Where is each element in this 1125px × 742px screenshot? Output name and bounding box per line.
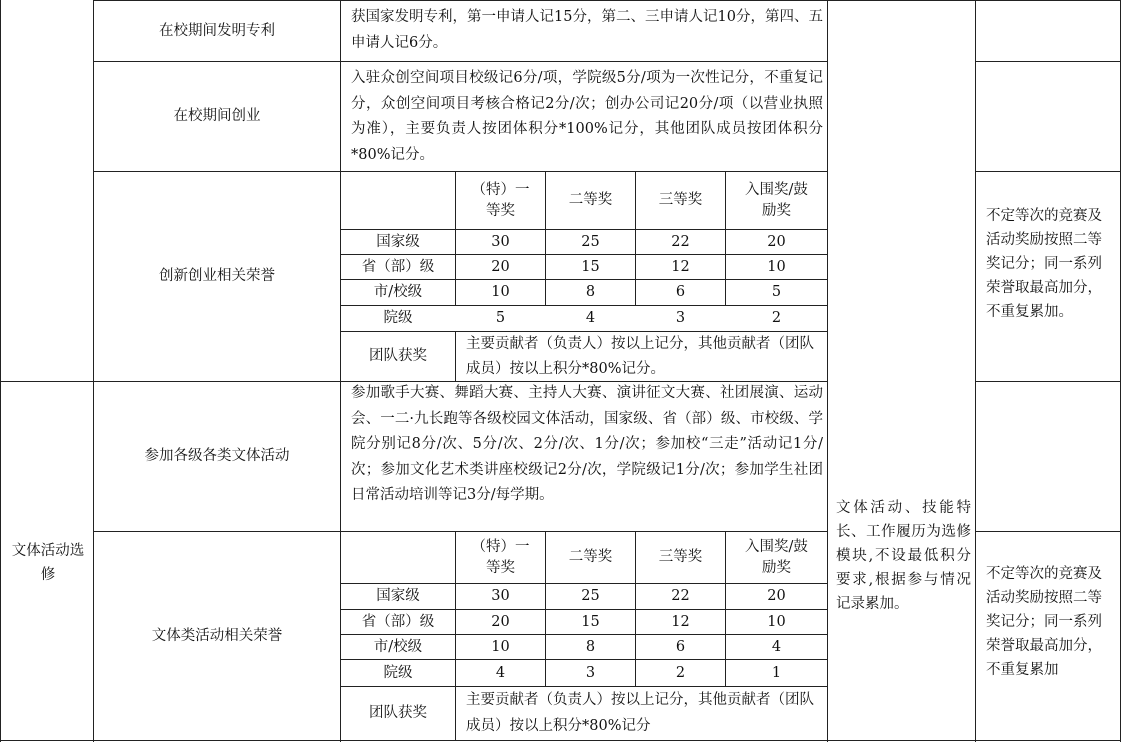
award-header: 二等奖 bbox=[568, 192, 613, 208]
award-header: （特）一等奖 bbox=[471, 538, 530, 576]
team-award-rule: 主要贡献者（负责人）按以上记分，其他贡献者（团队成员）按以上积分*80%记分。 bbox=[466, 336, 814, 377]
score-cell: 15 bbox=[581, 258, 600, 275]
score-cell: 30 bbox=[491, 233, 510, 250]
team-award-label: 团队获奖 bbox=[369, 348, 427, 364]
category-culture bbox=[6, 533, 90, 593]
level-name: 市/校级 bbox=[373, 638, 423, 655]
score-cell: 6 bbox=[675, 284, 686, 300]
award-header: （特）一等奖 bbox=[471, 181, 530, 219]
item-rule-culture-activity: 参加歌手大赛、舞蹈大赛、主持人大赛、演讲征文大赛、社团展演、运动会、一二·九长跑等各级校园文体活动，国家级、省（部）级、市校级、学院分别记8分/次、5分/次、2分/次、1分/次；参加校“三走”活动记1分/次；参加文化艺术类讲座校级记2分/次，学院级记1分/次；参加学生社团日常活动培训等记3分/每学期。 bbox=[351, 385, 823, 503]
score-cell: 20 bbox=[767, 233, 786, 250]
award-header: 入围奖/鼓励奖 bbox=[745, 538, 808, 576]
level-name: 院级 bbox=[383, 310, 413, 326]
score-cell: 2 bbox=[771, 310, 782, 326]
score-cell: 4 bbox=[771, 638, 782, 655]
score-cell: 10 bbox=[767, 258, 786, 275]
item-label-patent: 在校期间发明专利 bbox=[159, 22, 275, 39]
score-cell: 20 bbox=[767, 588, 786, 604]
score-cell: 25 bbox=[581, 588, 600, 604]
level-name: 市/校级 bbox=[373, 284, 423, 300]
item-label-culture-honor: 文体类活动相关荣誉 bbox=[151, 627, 283, 644]
award-header: 三等奖 bbox=[658, 192, 703, 208]
team-award-rule: 主要贡献者（负责人）按以上记分，其他贡献者（团队成员）按以上积分*80%记分 bbox=[466, 692, 814, 734]
score-cell: 1 bbox=[771, 664, 782, 681]
category-label: 文体活动选修 bbox=[11, 543, 85, 583]
item-rule-startup: 入驻众创空间项目校级记6分/项，学院级5分/项为一次性记分，不重复记分，众创空间项目考核合格记2分/次；创办公司记20分/项（以营业执照为准），主要负责人按团体积分*100%记分，其他团队成员按团体积分*80%记分。 bbox=[351, 70, 823, 163]
item-rule-patent: 获国家发明专利，第一申请人记15分，第二、三申请人记10分，第四、五申请人记6分。 bbox=[351, 9, 823, 51]
score-cell: 12 bbox=[671, 613, 690, 630]
note-innovation: 不定等次的竞赛及活动奖励按照二等奖记分；同一系列荣誉取最高加分，不重复累加。 bbox=[986, 208, 1102, 320]
award-header: 二等奖 bbox=[568, 549, 613, 565]
note-culture: 不定等次的竞赛及活动奖励按照二等奖记分；同一系列荣誉取最高加分，不重复累加 bbox=[986, 566, 1102, 678]
score-cell: 30 bbox=[491, 588, 510, 604]
level-name: 省（部）级 bbox=[361, 258, 435, 275]
award-header: 三等奖 bbox=[658, 549, 703, 565]
score-cell: 6 bbox=[675, 638, 686, 655]
category-description: 文体活动、技能特长、工作履历为选修模块,不设最低积分要求,根据参与情况记录累加。 bbox=[836, 500, 971, 612]
score-cell: 3 bbox=[675, 310, 686, 326]
score-cell: 20 bbox=[491, 258, 510, 275]
score-cell: 10 bbox=[767, 613, 786, 630]
score-cell: 3 bbox=[585, 664, 596, 681]
score-cell: 15 bbox=[581, 613, 600, 630]
score-cell: 8 bbox=[585, 284, 596, 300]
award-header: 入围奖/鼓励奖 bbox=[745, 181, 808, 219]
score-cell: 22 bbox=[671, 588, 690, 604]
item-label-innovation-honor: 创新创业相关荣誉 bbox=[159, 268, 275, 284]
item-label-startup: 在校期间创业 bbox=[173, 108, 261, 124]
score-cell: 10 bbox=[491, 284, 510, 300]
level-name: 国家级 bbox=[376, 233, 420, 250]
score-cell: 20 bbox=[491, 613, 510, 630]
score-cell: 5 bbox=[495, 310, 506, 326]
team-award-label: 团队获奖 bbox=[369, 705, 427, 721]
level-name: 国家级 bbox=[376, 588, 420, 604]
score-cell: 5 bbox=[771, 284, 782, 300]
score-cell: 4 bbox=[585, 310, 596, 326]
score-cell: 10 bbox=[491, 638, 510, 655]
level-name: 省（部）级 bbox=[361, 613, 435, 630]
item-label-culture-activity: 参加各级各类文体活动 bbox=[144, 448, 290, 464]
score-cell: 8 bbox=[585, 638, 596, 655]
level-name: 院级 bbox=[383, 664, 413, 681]
score-cell: 22 bbox=[671, 233, 690, 250]
score-cell: 4 bbox=[495, 664, 506, 681]
score-cell: 2 bbox=[675, 664, 686, 681]
score-cell: 12 bbox=[671, 258, 690, 275]
score-cell: 25 bbox=[581, 233, 600, 250]
